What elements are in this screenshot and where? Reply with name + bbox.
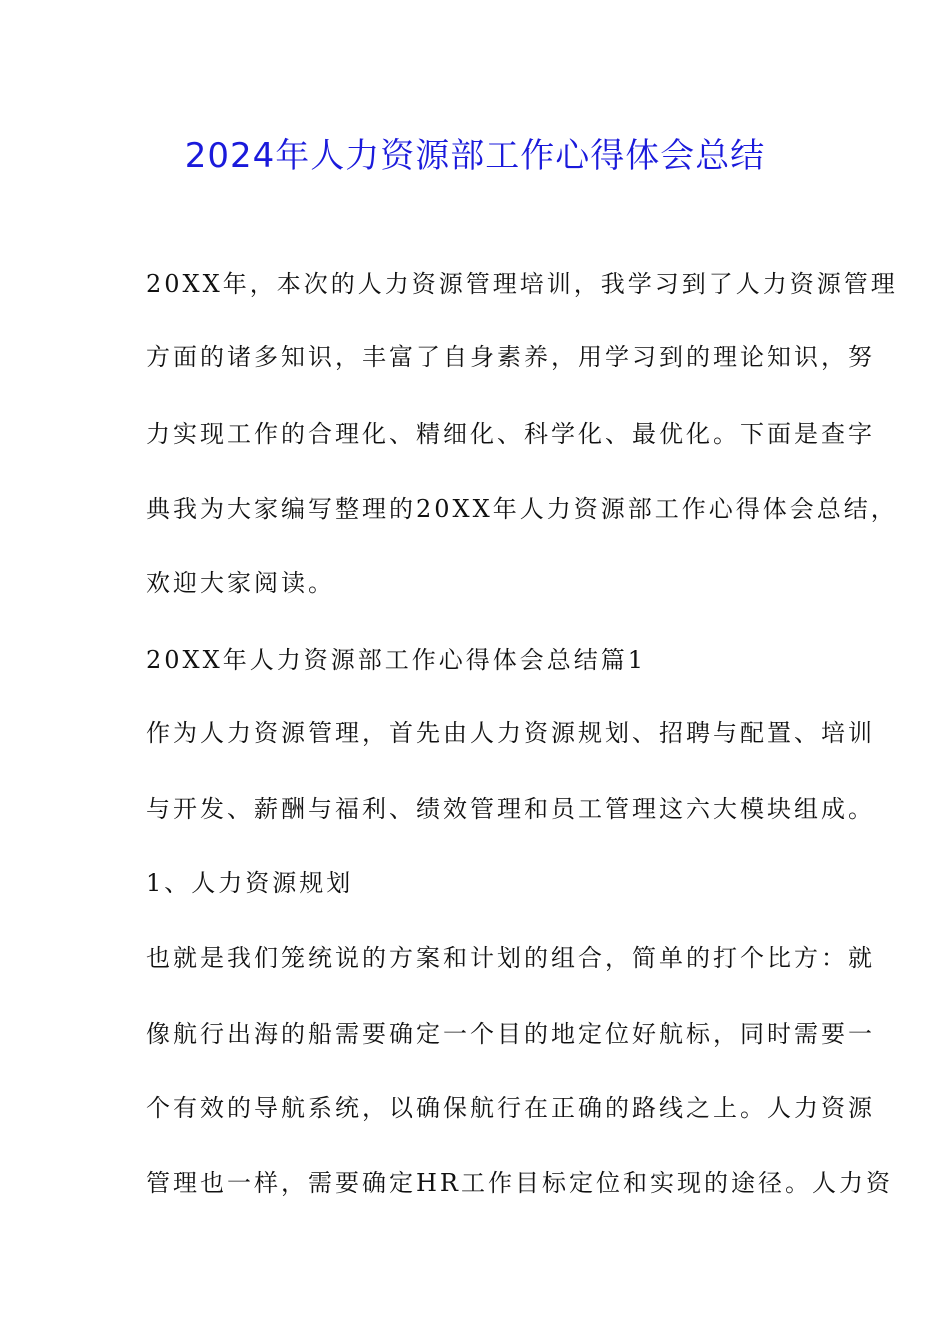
text-line: 个有效的导航系统，以确保航行在正确的路线之上。人力资源 (146, 1094, 875, 1122)
text-line: 作为人力资源管理，首先由人力资源规划、招聘与配置、培训 (146, 719, 875, 747)
document-title: 2024年人力资源部工作心得体会总结 (184, 136, 766, 176)
text-line: 也就是我们笼统说的方案和计划的组合，简单的打个比方：就 (146, 944, 875, 972)
text-line: 力实现工作的合理化、精细化、科学化、最优化。下面是查字 (146, 420, 875, 448)
subsection-heading: 1、人力资源规划 (146, 869, 354, 897)
text-line: 管理也一样，需要确定HR工作目标定位和实现的途径。人力资 (146, 1169, 893, 1197)
section-heading: 20XX年人力资源部工作心得体会总结篇1 (146, 646, 646, 674)
text-line: 20XX年，本次的人力资源管理培训，我学习到了人力资源管理 (146, 270, 898, 298)
text-line: 典我为大家编写整理的20XX年人力资源部工作心得体会总结， (146, 495, 898, 523)
text-line: 方面的诸多知识，丰富了自身素养，用学习到的理论知识，努 (146, 343, 875, 371)
text-line: 与开发、薪酬与福利、绩效管理和员工管理这六大模块组成。 (146, 795, 875, 823)
text-line: 欢迎大家阅读。 (146, 569, 335, 597)
text-line: 像航行出海的船需要确定一个目的地定位好航标，同时需要一 (146, 1020, 875, 1048)
